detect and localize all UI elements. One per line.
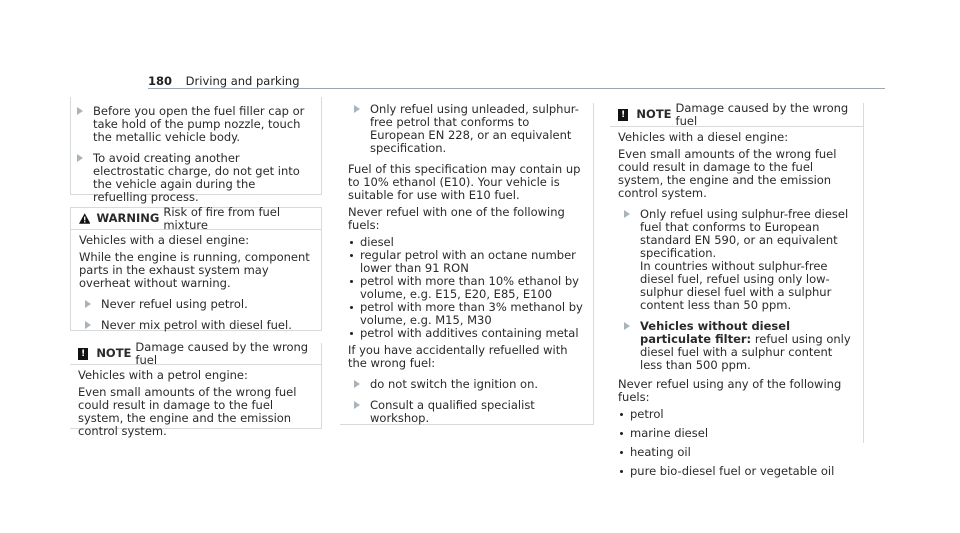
warning-header xyxy=(71,204,321,232)
list-item: Only refuel using sulphur-free diesel fuel that conforms to European standard EN 590, or an equivalent specification. In countries without sulphur-free diesel fuel, refuel using only low-sulphur diesel fuel with a sulphur content less than 50 ppm. xyxy=(618,208,853,312)
step-arrow-icon xyxy=(354,401,360,409)
step-arrow-icon xyxy=(354,380,360,388)
note-header xyxy=(610,100,863,128)
note-header xyxy=(70,339,321,367)
step-arrow-icon xyxy=(77,107,83,115)
step-arrow-icon xyxy=(85,300,91,308)
warning-triangle-icon xyxy=(79,213,90,224)
list-item: Never refuel using petrol. xyxy=(79,298,311,311)
list-item: Only refuel using unleaded, sulphur-free petrol that conforms to European EN 228, or an equivalent specification. xyxy=(348,103,583,155)
note-title: Damage caused by the wrong fuel xyxy=(135,339,309,367)
section-title: Driving and parking xyxy=(185,74,300,88)
bullet-item: petrol with more than 3% methanol by volume, e.g. M15, M30 xyxy=(348,301,583,327)
warning-paragraph: Vehicles with a diesel engine: xyxy=(79,233,250,247)
note-label: NOTE xyxy=(96,346,132,360)
exclamation-icon: ! xyxy=(618,109,628,121)
note-paragraph: Never refuel using any of the following fuels: xyxy=(618,377,842,404)
note-title: Damage caused by the wrong fuel xyxy=(675,100,849,128)
list-item: Before you open the fuel filler cap or take hold of the pump nozzle, touch the metallic vehicle body. xyxy=(71,105,311,144)
page-header xyxy=(148,74,300,88)
paragraph: Never refuel with one of the following fuels: xyxy=(348,205,565,232)
step-arrow-icon xyxy=(624,210,630,218)
warning-label: WARNING xyxy=(96,211,160,225)
bullet-item: heating oil xyxy=(618,446,853,459)
bullet-item: petrol with additives containing metal xyxy=(348,327,583,340)
list-item: do not switch the ignition on. xyxy=(348,378,583,391)
paragraph: If you have accidentally refuelled with the wrong fuel: xyxy=(348,343,568,370)
safety-box xyxy=(70,97,322,204)
list-item: Vehicles without diesel particulate filter: refuel using only diesel fuel with a sulphur content less than 500 ppm. xyxy=(618,320,853,372)
step-arrow-icon xyxy=(624,322,630,330)
warning-box xyxy=(70,204,322,332)
warning-paragraph: While the engine is running, component parts in the exhaust system may overheat without warning. xyxy=(79,250,310,290)
step-arrow-icon xyxy=(77,154,83,162)
note-paragraph: Vehicles with a petrol engine: xyxy=(78,368,248,382)
exclamation-icon: ! xyxy=(78,348,88,360)
list-item: Never mix petrol with diesel fuel. xyxy=(79,319,311,332)
note-paragraph: Even small amounts of the wrong fuel could result in damage to the fuel system, the engine and the emission control system. xyxy=(78,385,297,438)
note-box xyxy=(70,339,322,438)
bullet-item: pure bio-diesel fuel or vegetable oil xyxy=(618,465,853,478)
list-item: To avoid creating another electrostatic charge, do not get into the vehicle again during the refuelling process. xyxy=(71,152,311,204)
bullet-item: petrol xyxy=(618,408,853,421)
diesel-note-box xyxy=(610,100,864,478)
note-paragraph: Vehicles with a diesel engine: xyxy=(618,130,789,144)
note-paragraph: Even small amounts of the wrong fuel could result in damage to the fuel system, the engine and the emission control system. xyxy=(618,147,837,200)
page-number: 180 xyxy=(148,74,173,88)
step-arrow-icon xyxy=(85,321,91,329)
paragraph: Fuel of this specification may contain up to 10% ethanol (E10). Your vehicle is suitable for use with E10 fuel. xyxy=(348,162,581,202)
bullet-item: marine diesel xyxy=(618,427,853,440)
list-item: Consult a qualified specialist workshop. xyxy=(348,399,583,425)
header-divider xyxy=(148,88,885,89)
note-label: NOTE xyxy=(636,107,672,121)
bullet-item: regular petrol with an octane number lower than 91 RON xyxy=(348,249,583,275)
warning-title: Risk of fire from fuel mixture xyxy=(163,204,281,232)
bullet-item: diesel xyxy=(348,236,583,249)
fuel-requirements xyxy=(340,103,594,425)
bullet-item: petrol with more than 10% ethanol by volume, e.g. E15, E20, E85, E100 xyxy=(348,275,583,301)
step-arrow-icon xyxy=(354,105,360,113)
